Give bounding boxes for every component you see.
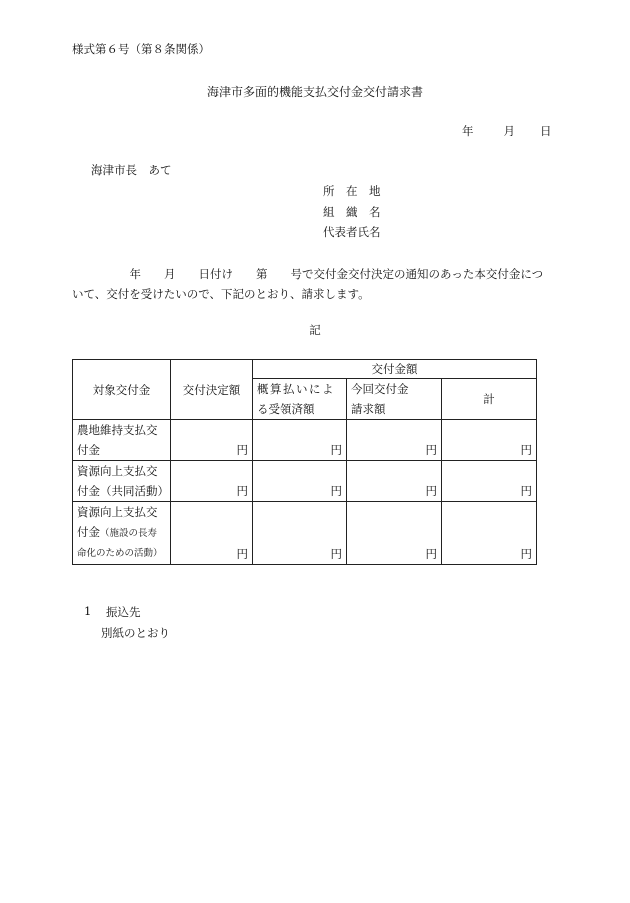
header-amount-group: 交付金額 [253, 360, 537, 379]
header-current [347, 379, 442, 420]
row-name-line-2: 付金 [77, 443, 100, 457]
date-day: 日 [540, 124, 552, 138]
body-line-2: いて、交付を受けたいので、下記のとおり、請求します。 [72, 287, 370, 301]
date-month: 月 [503, 124, 515, 138]
header-prepaid-line-1: 概算払いによ [257, 382, 335, 396]
cell-current: 円 [347, 461, 442, 502]
header-target: 対象交付金 [73, 360, 171, 420]
cell-decided: 円 [171, 502, 253, 565]
row-name [73, 420, 171, 461]
header-decided: 交付決定額 [171, 360, 253, 420]
row-name [73, 502, 171, 565]
row-name-line-2 [77, 522, 170, 544]
cell-prepaid: 円 [253, 461, 347, 502]
cell-prepaid: 円 [253, 502, 347, 565]
document-title: 海津市多面的機能支払交付金交付請求書 [206, 85, 423, 99]
cell-prepaid: 円 [253, 420, 347, 461]
cell-total: 円 [442, 461, 537, 502]
sender-organization-label: 組 織 名 [323, 204, 381, 219]
cell-current: 円 [347, 420, 442, 461]
sender-block [323, 181, 381, 243]
cell-decided: 円 [171, 420, 253, 461]
item-label: 振込先 [106, 605, 141, 619]
request-body [72, 264, 544, 304]
table-row [73, 502, 537, 565]
header-prepaid [253, 379, 347, 420]
body-line-1: 年 月 日付け 第 号で交付金交付決定の通知のあった本交付金につ [72, 267, 544, 281]
grant-amount-table [72, 359, 537, 565]
table-row [73, 420, 537, 461]
form-number: 様式第６号（第８条関係） [72, 42, 210, 56]
row-name-line-2-main: 付金 [77, 525, 100, 539]
ki-heading: 記 [309, 323, 321, 337]
row-name-line-1: 資源向上支払交 [77, 505, 158, 519]
cell-total: 円 [442, 502, 537, 565]
sender-address-label: 所 在 地 [323, 184, 381, 198]
row-name [73, 461, 171, 502]
sender-representative-label: 代表者氏名 [323, 225, 381, 239]
cell-total: 円 [442, 420, 537, 461]
date-year: 年 [462, 124, 474, 138]
item-detail: 別紙のとおり [101, 626, 170, 640]
header-current-line-1: 今回交付金 [351, 382, 409, 396]
header-prepaid-line-2: る受領済額 [257, 402, 315, 416]
header-current-line-2: 請求額 [351, 402, 386, 416]
row-name-line-1: 資源向上支払交 [77, 464, 158, 478]
row-name-note-2: 命化のための活動） [77, 548, 163, 559]
row-name-line-1: 農地維持支払交 [77, 423, 158, 437]
row-name-note: （施設の長寿 [100, 528, 158, 539]
table-row [73, 461, 537, 502]
date-line [462, 123, 552, 139]
cell-decided: 円 [171, 461, 253, 502]
addressee: 海津市長 あて [91, 163, 172, 177]
header-total: 計 [442, 379, 537, 420]
row-name-line-2: 付金（共同活動） [77, 484, 169, 498]
item-number: 1 [84, 604, 92, 618]
cell-current: 円 [347, 502, 442, 565]
